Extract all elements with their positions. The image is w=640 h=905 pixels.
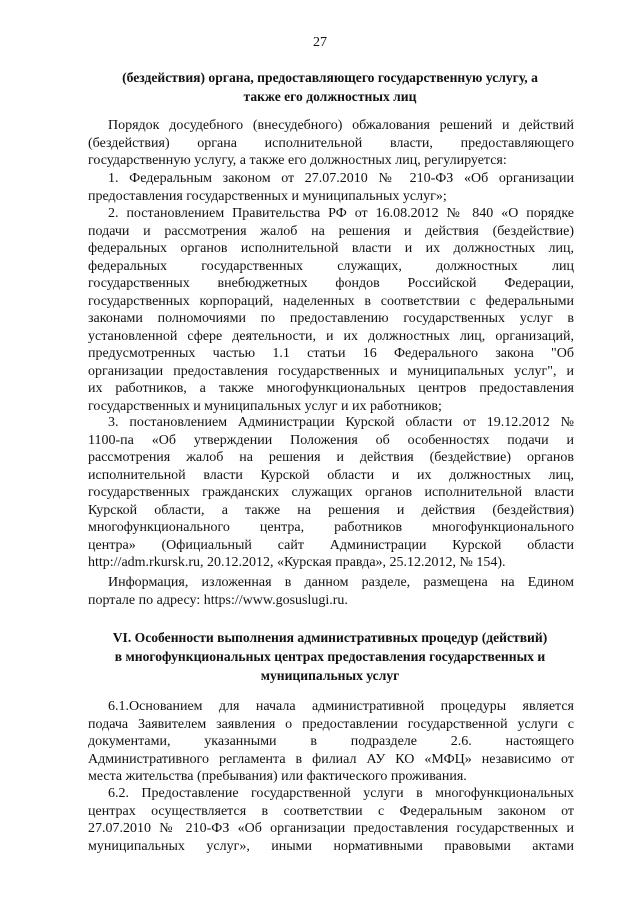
heading-line: (бездействия) органа, предоставляющего государственную услугу, а — [122, 70, 538, 85]
text-line: Информация, изложенная в данном разделе, размещена на Едином — [108, 575, 574, 590]
text-line: Административного регламента в филиал АУ КО «МФЦ» независимо от — [88, 751, 574, 767]
text-line: федеральных государственных служащих, должностных лиц — [88, 258, 574, 274]
heading-line: муниципальных услуг — [260, 668, 400, 683]
text-line: центра» (Официальный сайт Администрации Курской области — [88, 537, 574, 553]
heading-line: также его должностных лиц — [243, 89, 417, 104]
text-line: (бездействия) органа исполнительной власти, предоставляющего — [88, 135, 574, 151]
text-line: организации предоставления государственных и муниципальных услуг", и — [88, 363, 574, 379]
section-heading-top — [80, 68, 580, 106]
appeal-item-3 — [88, 414, 574, 572]
text-line: государственных и муниципальных услуг и их работников; — [88, 398, 442, 414]
text-line: подачи и рассмотрения жалоб на решения и действия (бездействие) — [88, 223, 574, 239]
text-line: исполнительной власти Курской области и их должностных лиц, — [88, 467, 574, 483]
page-number: 27 — [313, 35, 327, 50]
text-line: государственных гражданских служащих органов исполнительной власти — [88, 485, 574, 500]
text-line: законами полномочиями по предоставлению государственных услуг в — [88, 311, 574, 326]
paragraph-6-2 — [88, 785, 574, 855]
text-line: 6.1.Основанием для начала административной процедуры является — [108, 699, 574, 714]
text-line: установленной сфере деятельности, и их должностных лиц, организаций, — [88, 328, 574, 344]
text-line: центрах осуществляется в соответствии с Федеральным законом от — [88, 803, 574, 819]
appeal-item-2 — [88, 205, 574, 415]
text-line: 1100-па «Об утверждении Положения об особенностях подачи и — [88, 432, 574, 448]
text-line: муниципальных услуг», иными нормативными правовыми актами — [88, 838, 574, 854]
text-line: Порядок досудебного (внесудебного) обжалования решений и действий — [108, 118, 574, 133]
text-line: 2. постановлением Правительства РФ от 16.08.2012 № 840 «О порядке — [108, 206, 574, 221]
text-line: государственных корпораций, наделенных в соответствии с федеральными — [88, 293, 574, 309]
text-line: http://adm.rkursk.ru, 20.12.2012, «Курская правда», 25.12.2012, № 154). — [88, 555, 506, 570]
text-line: 6.2. Предоставление государственной услуги в многофункциональных — [108, 786, 574, 801]
text-line: 27.07.2010 № 210-ФЗ «Об организации предоставления государственных и — [88, 821, 574, 836]
text-line: многофункционального центра, работников многофункционального — [88, 520, 574, 535]
heading-line: VI. Особенности выполнения административных процедур (действий) — [112, 630, 548, 645]
text-line: 3. постановлением Администрации Курской области от 19.12.2012 № — [108, 415, 574, 430]
paragraph-6-1 — [88, 698, 574, 786]
text-line: подача Заявителем заявления о предоставлении государственной услуги с — [88, 716, 574, 732]
appeal-item-1 — [88, 170, 574, 205]
text-line: предусмотренных частью 1.1 статьи 16 Федерального закона "Об — [88, 346, 574, 361]
heading-line: в многофункциональных центрах предоставления государственных и — [114, 649, 546, 664]
appeal-intro — [88, 117, 574, 170]
text-line: государственную услугу, а также его должностных лиц, регулируется: — [88, 153, 507, 168]
text-line: Курской области, а также на решения и действия (бездействия) — [88, 502, 574, 518]
text-line: рассмотрения жалоб на решения и действия (бездействие) органов — [88, 450, 574, 465]
section-6-title — [80, 628, 580, 685]
text-line: портале по адресу: https://www.gosuslugi.ru. — [88, 592, 348, 608]
text-line: государственных внебюджетных фондов Российской Федерации, — [88, 276, 574, 291]
text-line: 1. Федеральным законом от 27.07.2010 № 210-ФЗ «Об организации — [108, 171, 574, 186]
text-line: их работников, а также многофункциональных центров предоставления — [88, 381, 574, 396]
text-line: предоставления государственных и муниципальных услуг»; — [88, 188, 447, 204]
info-paragraph — [88, 574, 574, 609]
text-line: места жительства (пребывания) или фактического проживания. — [88, 769, 467, 784]
text-line: документами, указанными в подразделе 2.6. настоящего — [88, 734, 574, 749]
text-line: федеральных органов исполнительной власти и их должностных лиц, — [88, 241, 574, 256]
